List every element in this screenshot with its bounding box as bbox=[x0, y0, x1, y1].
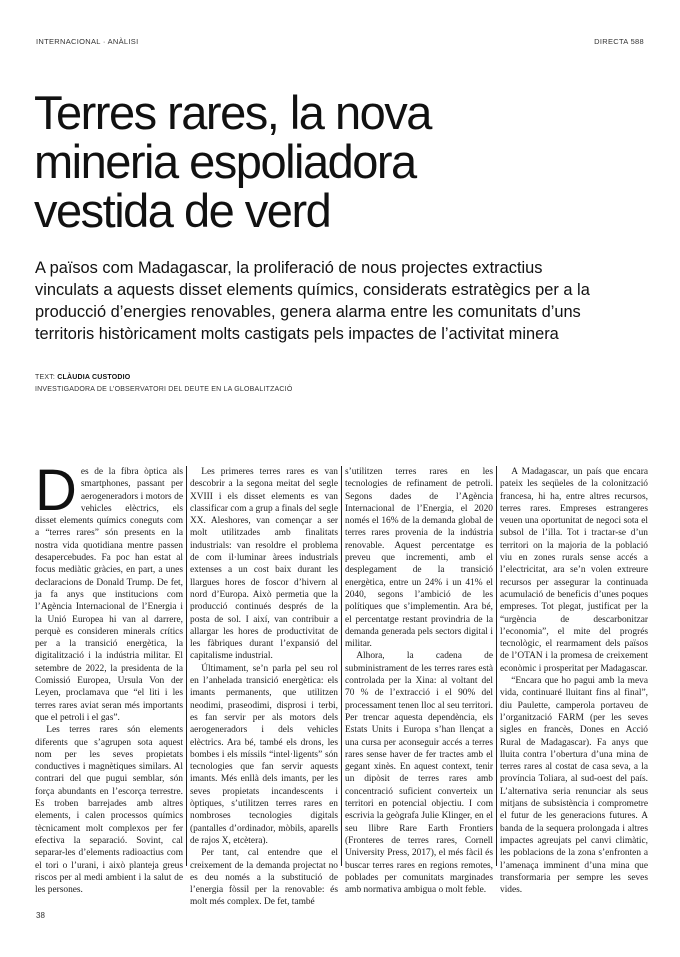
body-paragraph: Des de la fibra òptica als smartphones, passant per aerogeneradors i motors de vehicles elèctrics, els disset elements químics coneguts com a “terres rares” són presents en la nostra vida quotidiana mentre passen desapercebudes. Fa poc han estat al focus mediàtic gràcies, en part, a unes declaracions de Donald Trump. De fet, ja fa anys que institucions com l’Agència Internacional de l’Energia i la Unió Europea hi van al darrere, perquè es consideren minerals crítics per a la transició energètica, la digitalització i la indústria militar. El setembre de 2022, la presidenta de la Comissió Europea, Ursula Von der Leyen, proclamava que “el liti i les terres rares aviat seran més importants que el petroli i el gas”. bbox=[35, 458, 183, 723]
body-paragraph: Últimament, se’n parla pel seu rol en l’anhelada transició energètica: els imants permanents, que utilitzen neodimi, praseodimi, disprosi i terbi, es fan servir per als motors dels aerogeneradors i dels vehicles elèctrics. Ara bé, també els drons, les bombes i els míssils “intel·ligents” són tecnologies que fan servir aquests imants. Més enllà dels imants, per les seves propietats incandescents i òptiques, s’utilitzen terres rares en nombroses tecnologies digitals (pantalles d’ordinador, mòbils, aparells de rajos X, etcètera). bbox=[190, 663, 338, 846]
body-column-2 bbox=[190, 466, 338, 909]
body-paragraph: Alhora, la cadena de subministrament de les terres rares està controlada per la Xina: al voltant del 70 % de l’extracció i el 90% del processament tenen lloc al seu territori. Per trencar aquesta dependència, els Estats Units i Europa s’han llençat a una cursa per aconseguir accés a terres rares sense haver de fer tractes amb el gegant xinès. En aquest context, tenir un dipòsit de terres rares amb concentració suficient converteix un territori en potencial objectiu. I com escrivia la geògrafa Julie Klinger, en el seu llibre Rare Earth Frontiers (Fronteres de terres rares, Cornell University Press, 2017), el més fàcil és buscar terres rares en regions remotes, poblades per comunitats marginades amb normativa ambigua o molt feble. bbox=[345, 651, 493, 896]
body-column-4 bbox=[500, 466, 648, 896]
article-body bbox=[35, 458, 648, 908]
article-standfirst bbox=[35, 257, 647, 345]
article-headline bbox=[34, 88, 554, 235]
body-paragraph: Les terres rares són elements diferents que s’agrupen sota aquest nom per les seves propietats conductives i magnètiques similars. Al contrari del que pugui semblar, són força abundants en l’escorça terrestre. Es troben barrejades amb altres elements, i calen processos químics tècnicament molt complexos per fer efectiva la separació. Sovint, cal separar-les d’elements radioactius com el tori o l’urani, i això planteja greus riscos per al medi ambient i la salut de les persones. bbox=[35, 725, 183, 896]
standfirst-line: A països com Madagascar, la proliferació de nous projectes extractius bbox=[35, 259, 543, 277]
headline-line: mineria espoliadora bbox=[34, 135, 416, 188]
body-paragraph: s’utilitzen terres rares en les tecnologies de refinament de petroli. Segons dades de l’Agència Internacional de l’Energia, el 2020 només el 16% de la demanda global de terres rares provenia de la indústria renovable. Aquest percentatge es preveu que incrementi, amb el desplegament de la transició energètica, entre un 24% i un 41% el 2040, segons l’ambició de les polítiques que s’implementin. Ara bé, el percentatge restant provindria de la demanda generada pels sectors digital i militar. bbox=[345, 467, 493, 650]
section-label: INTERNACIONAL · ANÀLISI bbox=[36, 37, 139, 46]
body-paragraph: “Encara que ho pagui amb la meva vida, continuaré lluitant fins al final”, diu Paulette, camperola portaveu de l’organització FARM (per les seves sigles en francès, Dones en Acció Rural de Madagascar). Fa anys que lluita contra l’obertura d’una mina de terres rares al costat de casa seva, a la província Toliara, al sud-oest del país. L’alternativa seria renunciar als seus mitjans de subsistència i comprometre el futur de les generacions futures. A banda de la sequera prolongada i altres impactes agreujats pel canvi climàtic, les poblacions de la zona s’enfronten a l’amenaça imminent d’una mina que transformaria per sempre les seves vides. bbox=[500, 676, 648, 896]
author-role: INVESTIGADORA DE L’OBSERVATORI DEL DEUTE EN LA GLOBALITZACIÓ bbox=[35, 386, 293, 393]
headline-line: Terres rares, la nova bbox=[34, 86, 431, 139]
body-paragraph: Per tant, cal entendre que el creixement de la demanda projectat no es deu només a la substitució de l’energia fòssil per la renovable: és molt més complex. De fet, també bbox=[190, 848, 338, 908]
standfirst-line: producció d’energies renovables, genera alarma entre les comunitats d’uns bbox=[35, 303, 581, 321]
standfirst-line: territoris històricament molts castigats pels impactes de l’activitat minera bbox=[35, 325, 559, 343]
author-credit bbox=[35, 372, 292, 396]
body-column-3 bbox=[345, 466, 493, 896]
page-number: 38 bbox=[36, 911, 45, 920]
standfirst-line: vinculats a aquests disset elements químics, considerats estratègics per a la bbox=[35, 281, 590, 299]
column-divider bbox=[496, 466, 497, 866]
credit-label: TEXT: bbox=[35, 374, 58, 381]
headline-line: vestida de verd bbox=[34, 184, 331, 237]
body-column-1 bbox=[35, 458, 183, 896]
column-divider bbox=[186, 466, 187, 866]
running-header bbox=[36, 37, 644, 49]
issue-label: DIRECTA 588 bbox=[594, 37, 644, 46]
body-paragraph: A Madagascar, un país que encara pateix les seqüeles de la colonització francesa, hi ha, entre altres recursos, terres rares. Empreses estrangeres veuen una oportunitat de negoci sota el subsol de l’illa. Tot i tractar-se d’un territori on la majoria de la població viu en zones rurals sense accés a l’electricitat, ara se’n volen extreure recursos per assegurar la continuada acumulació de beneficis d’unes poques empreses. Tot plegat, justificat per la “urgència de descarbonitzar l’economia”, el mite del progrés tecnològic, el rearmament dels països de l’OTAN i la promesa de creixement econòmic i prosperitat per Madagascar. bbox=[500, 467, 648, 674]
drop-cap: D bbox=[35, 458, 77, 523]
column-divider bbox=[341, 466, 342, 866]
author-name: CLÀUDIA CUSTODIO bbox=[57, 374, 131, 381]
body-paragraph: Les primeres terres rares es van descobrir a la segona meitat del segle XVIII i els disset elements es van classificar com a grup a finals del segle XX. Aleshores, van començar a ser molt utilitzades amb finalitats industrials: van resoldre el problema de com il·luminar àrees industrials extenses a un cost baix durant les llargues hores de foscor d’hivern al nord d’Europa. Això permetia que la producció continués després de la posta de sol. I així, van contribuir a allargar les hores de productivitat de les fàbriques durant l’expansió del capitalisme industrial. bbox=[190, 467, 338, 662]
